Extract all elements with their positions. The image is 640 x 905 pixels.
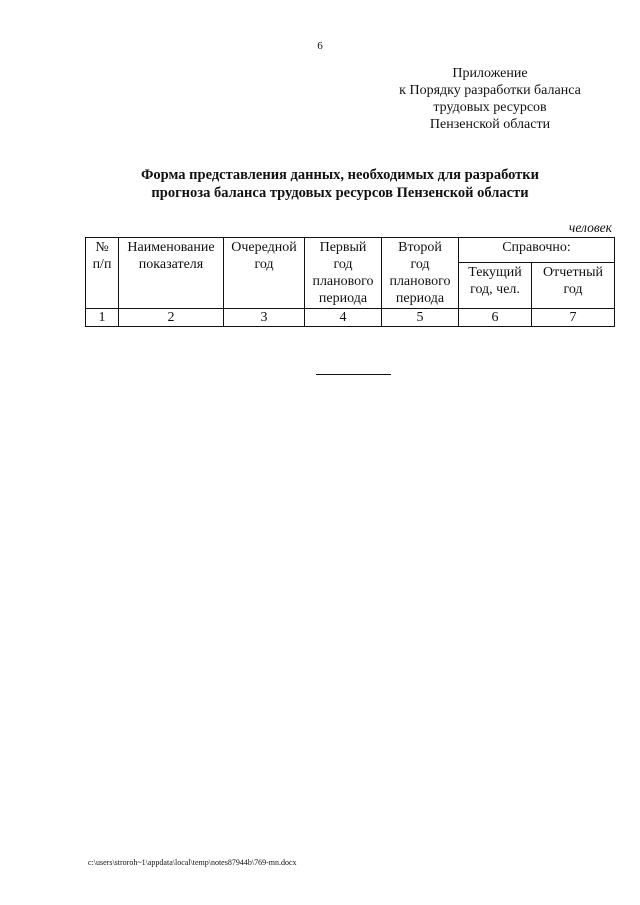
data-table [85,237,615,327]
column-number-cell: 6 [459,309,532,327]
form-title-line: Форма представления данных, необходимых для разработки [140,167,540,183]
end-separator-line [316,374,391,375]
header-reference: Справочно: [459,238,615,263]
header-current-year: Текущий год, чел. [459,262,532,308]
appendix-line: трудовых ресурсов [433,100,547,115]
header-indicator-name: Наименование показателя [119,238,224,309]
form-title [60,166,620,202]
column-number-cell: 2 [119,309,224,327]
header-first-plan-year: Первый год планового периода [305,238,382,309]
appendix-line: к Порядку разработки баланса [399,83,581,98]
page-number: 6 [317,40,323,52]
header-report-year: Отчетный год [532,262,615,308]
units-label: человек [568,220,612,235]
column-number-cell: 3 [224,309,305,327]
form-title-line: прогноза баланса трудовых ресурсов Пензенской области [151,185,529,201]
column-number-cell: 7 [532,309,615,327]
column-number-cell: 1 [86,309,119,327]
column-number-row [86,309,615,327]
appendix-note [360,65,620,133]
file-path-footer: c:\users\stroroh~1\appdata\local\temp\notes87944b\769-mn.docx [88,858,297,867]
header-next-year: Очередной год [224,238,305,309]
header-second-plan-year: Второй год планового периода [382,238,459,309]
column-number-cell: 4 [305,309,382,327]
appendix-line: Приложение [452,66,528,81]
appendix-line: Пензенской области [429,117,551,132]
header-row-number: № п/п [86,238,119,309]
column-number-cell: 5 [382,309,459,327]
